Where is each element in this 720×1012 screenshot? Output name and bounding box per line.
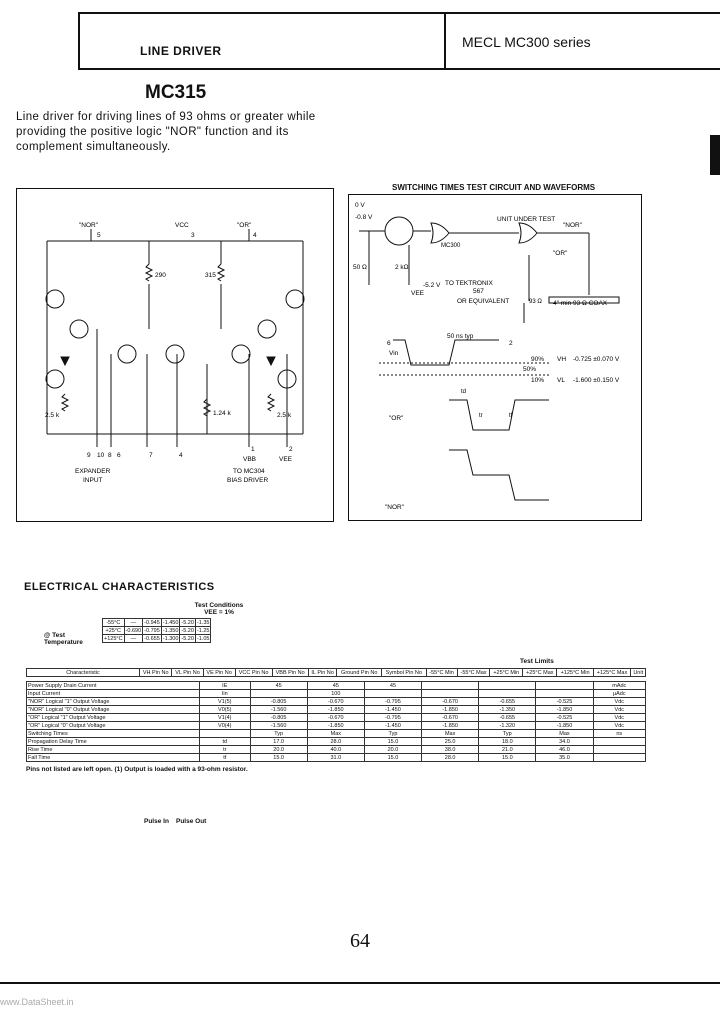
ec-row-value: 15.0: [479, 754, 536, 762]
ec-row-symbol: V0(5): [200, 706, 251, 714]
schematic-pin3: 3: [191, 232, 195, 239]
schematic-box: [16, 188, 334, 522]
sw-vh-val: -0.725 ±0.070 V: [573, 356, 620, 363]
description: Line driver for driving lines of 93 ohms or greater while providing the positive logic "NOR" function and its complement simultaneously.: [16, 111, 316, 153]
temp-value: -0.690: [125, 627, 142, 634]
temp-value: -0.655: [144, 635, 160, 642]
ec-row: [27, 730, 646, 738]
col-header: +125°C Max: [593, 669, 631, 677]
ec-row: [27, 722, 646, 730]
ec-row-name: Propagation Delay Time: [27, 738, 200, 746]
schematic-bias1: TO MC304: [233, 468, 265, 475]
ec-row-value: Typ: [479, 730, 536, 738]
ec-row-name: "OR" Logical "1" Output Voltage: [27, 714, 200, 722]
ec-row: [27, 698, 646, 706]
sw-tek: TO TEKTRONIX: [445, 280, 493, 287]
col-header: -55°C Min: [426, 669, 457, 677]
ec-row-value: 38.0: [422, 746, 479, 754]
schematic-vcc-label: VCC: [175, 222, 189, 229]
ec-row-value: 45: [364, 682, 421, 690]
ec-row-value: 45: [250, 682, 307, 690]
ec-row-value: -1.320: [479, 722, 536, 730]
ec-row: [27, 738, 646, 746]
ec-row-value: -0.795: [364, 698, 421, 706]
temp-value: —: [124, 635, 143, 643]
temp-cell: +125°C: [104, 635, 123, 642]
sw-v52: -5.2 V: [423, 282, 441, 289]
ec-row-value: -1.850: [422, 722, 479, 730]
ec-row-value: -0.525: [536, 698, 593, 706]
ec-row-value: -0.655: [479, 698, 536, 706]
schematic-pin4: 4: [253, 232, 257, 239]
temp-value: -5.20: [181, 635, 194, 642]
sw-or: "OR": [553, 250, 568, 257]
ec-row-value: 28.0: [307, 738, 364, 746]
ec-body: [26, 681, 646, 762]
ec-row-value: -0.670: [422, 714, 479, 722]
ec-row-value: [536, 682, 593, 690]
ec-row-name: Rise Time: [27, 746, 200, 754]
ec-row-value: [422, 690, 479, 698]
temp-value: -5.20: [181, 627, 194, 634]
ec-row-unit: Vdc: [593, 722, 645, 730]
ec-row-value: [250, 690, 307, 698]
ec-row-value: [479, 690, 536, 698]
sw-r2k: 2 kΩ: [395, 264, 409, 271]
ec-row-value: Typ: [250, 730, 307, 738]
ec-row: [27, 754, 646, 762]
ec-row-value: -0.805: [250, 698, 307, 706]
temp-value: —: [124, 619, 143, 627]
ec-row-name: Fall Time: [27, 754, 200, 762]
ec-row: [27, 690, 646, 698]
ec-row-value: -1.850: [422, 706, 479, 714]
pulse-out: Pulse Out: [176, 818, 207, 825]
ec-row-unit: mAdc: [593, 682, 645, 690]
sw-p10: 10%: [531, 377, 545, 384]
ec-row-value: -0.670: [307, 714, 364, 722]
series-title: MECL MC300 series: [462, 34, 591, 50]
col-header: VCC Pin No: [235, 669, 272, 677]
ec-row-value: 15.0: [364, 754, 421, 762]
ec-row-value: 25.0: [422, 738, 479, 746]
ec-row-unit: [593, 754, 645, 762]
col-header: Unit: [631, 669, 646, 677]
sw-tr: tr: [479, 413, 483, 419]
footer-rule: [0, 982, 720, 984]
sw-v0: 0 V: [355, 202, 365, 209]
temp-value: -1.35: [196, 619, 210, 626]
ec-row-value: Max: [307, 730, 364, 738]
temp-row: [103, 627, 211, 635]
schematic-r124: 1.24 k: [213, 410, 231, 417]
ec-row-value: 34.0: [536, 738, 593, 746]
sw-uut: UNIT UNDER TEST: [497, 216, 556, 223]
ec-row: [27, 746, 646, 754]
col-header: Characteristic: [27, 669, 140, 677]
ec-header-row: [27, 669, 646, 677]
temp-value: -5.20: [181, 619, 194, 626]
sw-or-wave: "OR": [389, 415, 404, 422]
ec-row-symbol: td: [200, 738, 251, 746]
ec-row-unit: ns: [593, 730, 645, 738]
sw-ns6: 6: [387, 340, 391, 347]
ec-row-name: Input Current: [27, 690, 200, 698]
ec-row-value: [536, 690, 593, 698]
ec-row-value: [422, 682, 479, 690]
schematic-nor-label: "NOR": [79, 222, 99, 229]
ec-row-value: 18.0: [479, 738, 536, 746]
sw-tpd: td: [461, 389, 467, 395]
schematic-vee: VEE: [279, 456, 293, 463]
sw-ns2: 2: [509, 340, 513, 347]
temp-value: -1.450: [162, 619, 179, 626]
temp-cell: +25°C: [103, 627, 125, 635]
temp-row: [103, 635, 211, 643]
ec-row: [27, 682, 646, 690]
ec-row-unit: µAdc: [593, 690, 645, 698]
schematic-or-label: "OR": [237, 222, 252, 229]
temp-value: -1.25: [196, 627, 210, 634]
sw-coax: 4" min 93 Ω COAX: [553, 300, 608, 307]
ec-row-value: Max: [536, 730, 593, 738]
header-divider: [444, 14, 446, 68]
schematic-diagram: [17, 189, 333, 521]
ec-row-value: -1.850: [536, 722, 593, 730]
col-header: VBB Pin No: [272, 669, 308, 677]
temp-cell: -55°C: [103, 619, 125, 627]
sw-p90: 90%: [531, 356, 545, 363]
ec-row-value: 15.0: [250, 754, 307, 762]
ec-row-value: 40.0: [307, 746, 364, 754]
sw-vn08: -0.8 V: [355, 214, 373, 221]
schematic-vbb: VBB: [243, 456, 257, 463]
at-test-temperature: @ Test Temperature: [44, 632, 83, 646]
col-header: IL Pin No: [308, 669, 337, 677]
ec-row-name: Power Supply Drain Current: [27, 682, 200, 690]
header-rule-bottom: [78, 68, 720, 70]
col-header: VE Pin No: [203, 669, 235, 677]
col-header: Ground Pin No: [337, 669, 382, 677]
temp-value: -0.795: [144, 627, 160, 634]
col-header: Symbol Pin No: [382, 669, 427, 677]
schematic-input: INPUT: [83, 477, 103, 484]
ec-row-symbol: [200, 730, 251, 738]
ec-row: [27, 714, 646, 722]
ec-row-value: -0.795: [364, 714, 421, 722]
switching-title: SWITCHING TIMES TEST CIRCUIT AND WAVEFORMS: [392, 183, 596, 192]
schematic-r25b: 2.5 k: [277, 412, 292, 419]
switching-box: [348, 194, 642, 521]
ec-row-value: 35.0: [536, 754, 593, 762]
ec-row-unit: Vdc: [593, 706, 645, 714]
sw-r93: 93 Ω: [529, 299, 542, 305]
sw-scope: 567: [473, 288, 484, 295]
ec-row-symbol: tf: [200, 754, 251, 762]
temp-value: -1.300: [162, 635, 179, 642]
test-conditions-block: [44, 602, 304, 646]
schematic-pin1: 1: [251, 446, 255, 453]
ec-row-unit: [593, 746, 645, 754]
ec-row-value: 28.0: [422, 754, 479, 762]
ec-row-value: -1.560: [250, 706, 307, 714]
ec-row-value: 17.0: [250, 738, 307, 746]
schematic-pin6: 6: [117, 452, 121, 459]
sw-r50: 50 Ω: [353, 264, 367, 271]
col-header: +25°C Max: [523, 669, 557, 677]
ec-row-value: -0.805: [250, 714, 307, 722]
ec-row-unit: Vdc: [593, 714, 645, 722]
ec-row-value: -0.670: [307, 698, 364, 706]
ec-row-value: 20.0: [364, 746, 421, 754]
ec-row-value: Typ: [364, 730, 421, 738]
ec-row-value: -1.350: [479, 706, 536, 714]
test-conditions-label: Test Conditions: [194, 602, 244, 609]
edge-tab-mark: [710, 135, 720, 175]
ec-row-value: -1.850: [536, 706, 593, 714]
ec-row-symbol: V1(5): [200, 698, 251, 706]
ec-row-value: Max: [422, 730, 479, 738]
footnote: Pins not listed are left open. (1) Output is loaded with a 93-ohm resistor.: [26, 766, 248, 773]
ec-row-symbol: Iin: [200, 690, 251, 698]
ec-row-symbol: V0(4): [200, 722, 251, 730]
ec-row-value: 15.0: [364, 738, 421, 746]
header-rule-top: [78, 12, 720, 14]
ec-row-value: -0.670: [422, 698, 479, 706]
col-header: VH Pin No: [140, 669, 172, 677]
temp-value: -0.945: [144, 619, 160, 626]
schematic-pin7: 7: [149, 452, 153, 459]
sw-gate: MC300: [441, 243, 461, 249]
ec-row-name: "NOR" Logical "1" Output Voltage: [27, 698, 200, 706]
schematic-pin10: 10: [97, 452, 105, 459]
part-number: MC315: [145, 82, 207, 103]
col-header: +125°C Min: [557, 669, 593, 677]
sw-vh-label: VH: [557, 356, 567, 363]
ec-row-value: -1.560: [250, 722, 307, 730]
sw-p50: 50%: [523, 366, 537, 373]
sw-vl-val: -1.600 ±0.150 V: [573, 377, 620, 384]
ec-row-name: Switching Times: [27, 730, 200, 738]
watermark: www.DataSheet.in: [0, 997, 74, 1007]
ec-table-wrap: [26, 668, 646, 825]
section-label: LINE DRIVER: [140, 44, 222, 58]
schematic-pin2: 2: [289, 446, 293, 453]
ec-row-value: 31.0: [307, 754, 364, 762]
ec-row-value: -0.655: [479, 714, 536, 722]
schematic-pin8: 8: [108, 452, 112, 459]
ec-row-symbol: IE: [200, 682, 251, 690]
schematic-r290: 290: [155, 272, 166, 279]
switching-diagram: [349, 195, 641, 520]
sw-vl-label: VL: [557, 377, 565, 384]
header-rule-left: [78, 12, 80, 70]
ec-row-value: 45: [307, 682, 364, 690]
page-number: 64: [350, 930, 370, 952]
test-limits-label: Test Limits: [520, 658, 554, 665]
ec-row-value: 46.0: [536, 746, 593, 754]
schematic-expander: EXPANDER: [75, 468, 111, 475]
temp-table: [102, 618, 211, 643]
ec-row-value: -1.850: [307, 706, 364, 714]
ec-row-value: 100: [307, 690, 364, 698]
sw-nor: "NOR": [563, 222, 583, 229]
schematic-bias2: BIAS DRIVER: [227, 477, 269, 484]
vee-tolerance: VEE = 1%: [204, 609, 234, 616]
ec-row-value: [479, 682, 536, 690]
pulse-in: Pulse In: [144, 818, 169, 825]
sw-nstyp: 50 ns typ: [447, 333, 474, 340]
ec-row-symbol: V1(4): [200, 714, 251, 722]
temp-value: -1.05: [196, 635, 210, 642]
sw-equiv: OR EQUIVALENT: [457, 298, 510, 305]
sw-vee: VEE: [411, 290, 425, 297]
ec-row-unit: Vdc: [593, 698, 645, 706]
schematic-r25a: 2.5 k: [45, 412, 60, 419]
ec-row-value: -0.525: [536, 714, 593, 722]
schematic-pin5: 5: [97, 232, 101, 239]
col-header: +25°C Min: [490, 669, 523, 677]
ec-row-value: -1.450: [364, 722, 421, 730]
ec-row: [27, 706, 646, 714]
ec-row-value: [364, 690, 421, 698]
schematic-pin9: 9: [87, 452, 91, 459]
sw-vin: Vin: [389, 350, 399, 357]
ec-row-value: -1.850: [307, 722, 364, 730]
schematic-r315: 315: [205, 272, 216, 279]
ec-row-value: 20.0: [250, 746, 307, 754]
ec-title: ELECTRICAL CHARACTERISTICS: [24, 581, 215, 593]
ec-row-name: "NOR" Logical "0" Output Voltage: [27, 706, 200, 714]
ec-row-value: 21.0: [479, 746, 536, 754]
ec-table: [26, 668, 646, 677]
ec-row-symbol: tr: [200, 746, 251, 754]
temp-row: [103, 619, 211, 627]
sw-tf: tf: [509, 413, 513, 419]
temp-value: -1.350: [162, 627, 179, 634]
ec-row-unit: [593, 738, 645, 746]
schematic-pin4b: 4: [179, 452, 183, 459]
ec-row-name: "OR" Logical "0" Output Voltage: [27, 722, 200, 730]
col-header: VL Pin No: [172, 669, 203, 677]
sw-nor-wave: "NOR": [385, 504, 405, 511]
col-header: -55°C Max: [457, 669, 490, 677]
ec-row-value: -1.450: [364, 706, 421, 714]
